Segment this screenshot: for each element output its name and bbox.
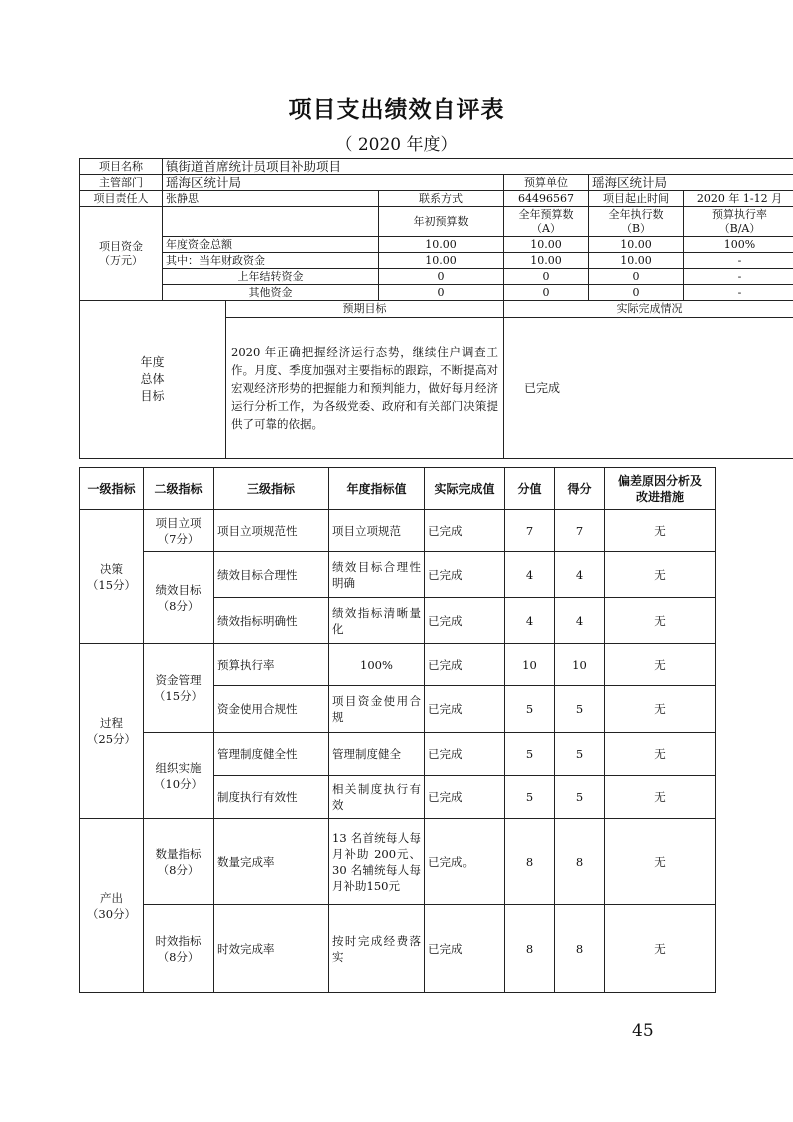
project-name-label: 项目名称: [80, 159, 163, 175]
header-level1: 一级指标: [80, 468, 144, 510]
actual-cell: 已完成: [425, 733, 505, 776]
funds-row-exec: 10.00: [589, 237, 684, 253]
analysis-cell: 无: [605, 510, 716, 552]
level2-time-line1: 时效指标: [155, 933, 202, 948]
actual-goal-header: 实际完成情况: [504, 301, 793, 318]
header-level2: 二级指标: [144, 468, 214, 510]
header-analysis: [605, 468, 716, 510]
level1-process-line1: 过程: [100, 716, 123, 730]
score-cell: 8: [505, 819, 555, 905]
page-subtitle: （ 2020 年度）: [335, 135, 458, 155]
score-cell: 10: [505, 644, 555, 686]
target-cell: 绩效指标清晰量化: [329, 598, 425, 644]
funds-row-rate: 100%: [684, 237, 793, 253]
level2-funds-line2: （15分）: [153, 689, 204, 703]
col-exec-sub: （B）: [620, 221, 652, 235]
level1-process-line2: （25分）: [86, 732, 137, 746]
col-exec-header: [589, 207, 684, 237]
level3-cell: 项目立项规范性: [214, 510, 329, 552]
level2-setup-line2: （7分）: [157, 531, 200, 546]
actual-cell: 已完成: [425, 510, 505, 552]
funds-row-exec: 0: [589, 269, 684, 285]
funds-row-label: 其中：当年财政资金: [163, 253, 379, 269]
score-cell: 5: [505, 733, 555, 776]
target-cell: 按时完成经费落实: [329, 905, 425, 993]
header-level3: 三级指标: [214, 468, 329, 510]
page-title: 项目支出绩效自评表: [288, 96, 505, 123]
dept-value: 瑶海区统计局: [163, 175, 504, 191]
level2-time: [144, 905, 214, 993]
target-cell: 项目资金使用合规: [329, 686, 425, 733]
funds-row-rate: -: [684, 269, 793, 285]
level1-decision: [80, 510, 144, 644]
level2-org-line1: 组织实施: [155, 760, 202, 775]
level2-funds: [144, 644, 214, 733]
header-analysis-line1: 偏差原因分析及: [617, 473, 702, 488]
header-got: 得分: [555, 468, 605, 510]
actual-cell: 已完成: [425, 598, 505, 644]
target-cell: 管理制度健全: [329, 733, 425, 776]
level3-cell: 管理制度健全性: [214, 733, 329, 776]
level3-cell: 制度执行有效性: [214, 776, 329, 819]
level1-process: [80, 644, 144, 819]
got-cell: 8: [555, 819, 605, 905]
level2-setup-line1: 项目立项: [155, 515, 202, 530]
period-value: 2020 年 1-12 月: [684, 191, 793, 207]
col-initial-header: 年初预算数: [379, 207, 504, 237]
actual-cell: 已完成: [425, 644, 505, 686]
analysis-cell: 无: [605, 598, 716, 644]
score-cell: 8: [505, 905, 555, 993]
target-cell: 100%: [329, 644, 425, 686]
score-cell: 4: [505, 598, 555, 644]
col-annual-header: [504, 207, 589, 237]
budget-unit-label: 预算单位: [504, 175, 589, 191]
goals-label-line2: 总体: [140, 372, 165, 386]
indicator-table: [79, 467, 716, 993]
funds-row-annual: 0: [504, 285, 589, 301]
funds-blank-header: [163, 207, 379, 237]
funds-row-rate: -: [684, 253, 793, 269]
got-cell: 5: [555, 776, 605, 819]
level2-qty-line2: （8分）: [157, 862, 200, 877]
col-rate-title: 预算执行率: [712, 207, 767, 221]
got-cell: 5: [555, 733, 605, 776]
level2-goal: [144, 552, 214, 644]
goals-label-line3: 目标: [140, 389, 165, 403]
target-cell: 相关制度执行有效: [329, 776, 425, 819]
actual-cell: 已完成: [425, 776, 505, 819]
level1-output: [80, 819, 144, 993]
budget-unit-value: 瑶海区统计局: [589, 175, 793, 191]
funds-label-line2: （万元）: [99, 253, 143, 267]
analysis-cell: 无: [605, 686, 716, 733]
level1-decision-line2: （15分）: [86, 577, 137, 592]
funds-label-line1: 项目资金: [99, 239, 143, 253]
col-exec-title: 全年执行数: [608, 207, 664, 221]
level2-org-line2: （10分）: [153, 776, 204, 791]
level2-goal-line2: （8分）: [157, 598, 200, 613]
level2-time-line2: （8分）: [157, 949, 200, 964]
funds-row-annual: 0: [504, 269, 589, 285]
score-cell: 5: [505, 776, 555, 819]
funds-row-label: 其他资金: [163, 285, 379, 301]
level2-qty-line1: 数量指标: [155, 846, 202, 861]
funds-row-initial: 0: [379, 269, 504, 285]
got-cell: 4: [555, 598, 605, 644]
project-info-table: [79, 158, 793, 459]
level1-output-line2: （30分）: [86, 906, 137, 921]
got-cell: 4: [555, 552, 605, 598]
level1-output-line1: 产出: [100, 890, 123, 905]
target-cell: 绩效目标合理性明确: [329, 552, 425, 598]
contact-label: 联系方式: [379, 191, 504, 207]
header-actual: 实际完成值: [425, 468, 505, 510]
level3-cell: 时效完成率: [214, 905, 329, 993]
level2-qty: [144, 819, 214, 905]
level2-goal-line1: 绩效目标: [155, 582, 202, 597]
funds-row-exec: 0: [589, 285, 684, 301]
level3-cell: 资金使用合规性: [214, 686, 329, 733]
level2-setup: [144, 510, 214, 552]
funds-row-label: 年度资金总额: [163, 237, 379, 253]
funds-row-annual: 10.00: [504, 253, 589, 269]
actual-cell: 已完成: [425, 686, 505, 733]
funds-row-label: 上年结转资金: [163, 269, 379, 285]
col-rate-sub: （B/A）: [718, 221, 761, 235]
contact-value: 64496567: [504, 191, 589, 207]
level2-org: [144, 733, 214, 819]
header-score: 分值: [505, 468, 555, 510]
actual-cell: 已完成: [425, 552, 505, 598]
col-annual-sub: （A）: [531, 221, 561, 235]
score-cell: 5: [505, 686, 555, 733]
analysis-cell: 无: [605, 819, 716, 905]
col-rate-header: [684, 207, 793, 237]
funds-label: [80, 207, 163, 301]
got-cell: 8: [555, 905, 605, 993]
funds-row-initial: 0: [379, 285, 504, 301]
project-name-value: 镇街道首席统计员项目补助项目: [163, 159, 793, 175]
analysis-cell: 无: [605, 644, 716, 686]
funds-row-initial: 10.00: [379, 237, 504, 253]
header-target: 年度指标值: [329, 468, 425, 510]
target-cell: 13 名首统每人每月补助 200元、30 名辅统每人每月补助150元: [329, 819, 425, 905]
funds-row-annual: 10.00: [504, 237, 589, 253]
target-cell: 项目立项规范: [329, 510, 425, 552]
person-label: 项目责任人: [80, 191, 163, 207]
dept-label: 主管部门: [80, 175, 163, 191]
page-number: 45: [632, 1021, 654, 1041]
col-annual-title: 全年预算数: [518, 207, 574, 221]
funds-row-initial: 10.00: [379, 253, 504, 269]
got-cell: 10: [555, 644, 605, 686]
actual-cell: 已完成。: [425, 819, 505, 905]
level3-cell: 预算执行率: [214, 644, 329, 686]
level3-cell: 数量完成率: [214, 819, 329, 905]
analysis-cell: 无: [605, 905, 716, 993]
expected-goal-text: 2020 年正确把握经济运行态势，继续住户调查工作。月度、季度加强对主要指标的跟踪，不断提高对宏观经济形势的把握能力和预判能力，做好每月经济运行分析工作，为各级党委、政府和有关部门决策提供了可靠的依据。: [226, 318, 504, 459]
person-value: 张静思: [163, 191, 379, 207]
analysis-cell: 无: [605, 552, 716, 598]
level2-funds-line1: 资金管理: [155, 673, 202, 687]
goals-label-line1: 年度: [140, 355, 165, 369]
goals-label: [80, 301, 226, 459]
period-label: 项目起止时间: [589, 191, 684, 207]
score-cell: 4: [505, 552, 555, 598]
analysis-cell: 无: [605, 776, 716, 819]
actual-cell: 已完成: [425, 905, 505, 993]
header-analysis-line2: 改进措施: [635, 489, 684, 504]
score-cell: 7: [505, 510, 555, 552]
analysis-cell: 无: [605, 733, 716, 776]
funds-row-rate: -: [684, 285, 793, 301]
actual-goal-text: 已完成: [504, 318, 793, 459]
level3-cell: 绩效指标明确性: [214, 598, 329, 644]
level1-decision-line1: 决策: [100, 561, 123, 576]
got-cell: 7: [555, 510, 605, 552]
got-cell: 5: [555, 686, 605, 733]
funds-row-exec: 10.00: [589, 253, 684, 269]
expected-goal-header: 预期目标: [226, 301, 504, 318]
level3-cell: 绩效目标合理性: [214, 552, 329, 598]
